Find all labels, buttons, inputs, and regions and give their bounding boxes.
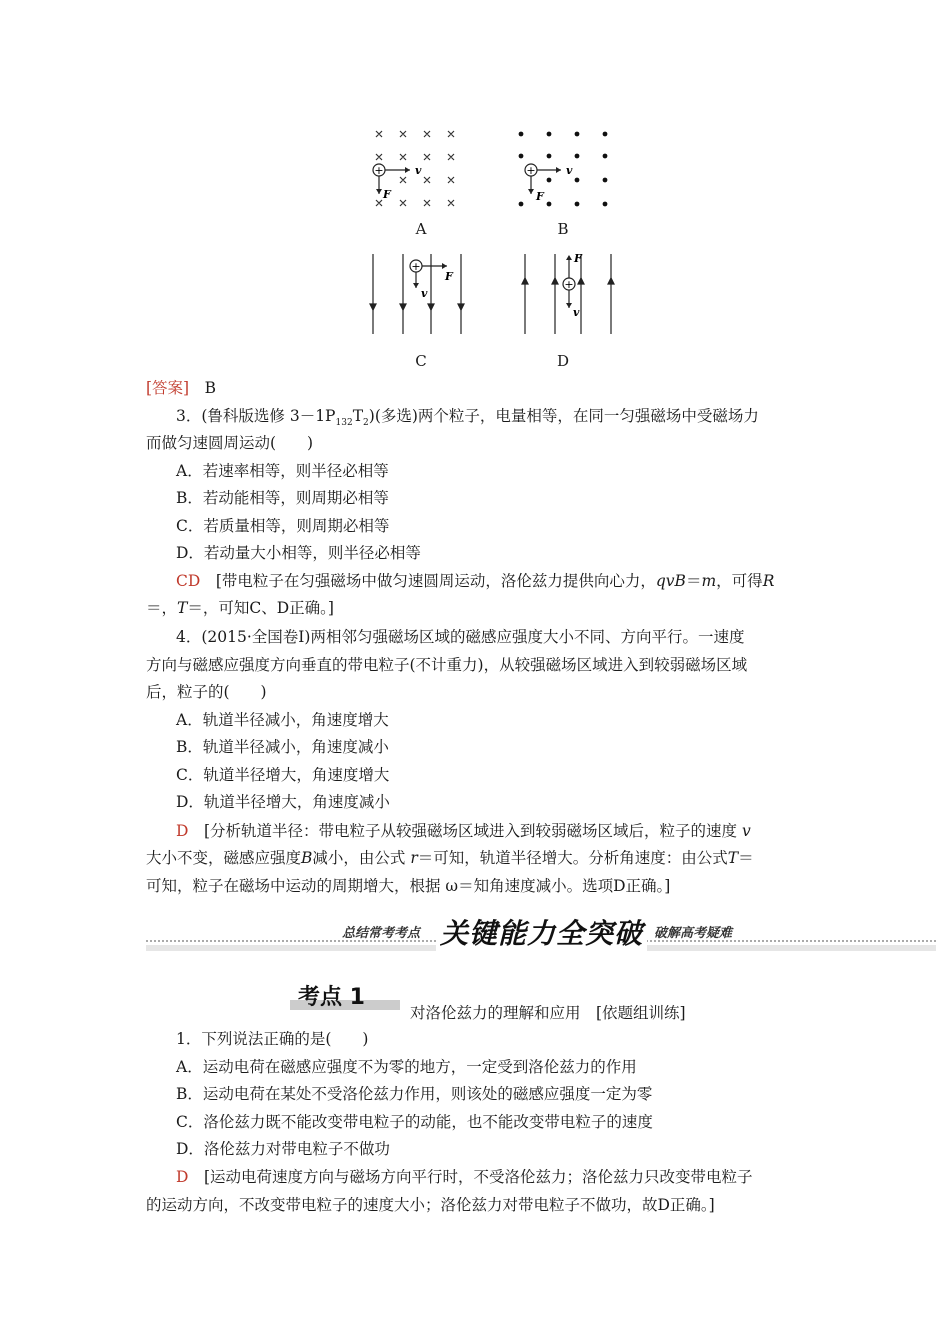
- q3-option-d: D．若动量大小相等，则半径必相等: [176, 544, 421, 562]
- force-label: F: [536, 190, 544, 203]
- k1-explanation-line1: D [运动电荷速度方向与磁场方向平行时，不受洛伦兹力；洛伦兹力只改变带电粒子: [176, 1168, 753, 1186]
- k1-option-b: B．运动电荷在某处不受洛伦兹力作用，则该处的磁感应强度一定为零: [176, 1085, 653, 1103]
- force-label: F: [383, 188, 391, 201]
- figure-b-label: B: [557, 220, 569, 238]
- force-label: F: [445, 270, 453, 283]
- charge-sign: +: [526, 164, 536, 177]
- velocity-label: v: [415, 164, 422, 177]
- q3-option-a: A．若速率相等，则半径必相等: [176, 462, 389, 480]
- kaodian-subtitle: 对洛伦兹力的理解和应用 [依题组训练]: [410, 1004, 686, 1022]
- q4-stem-line1: 4．(2015·全国卷Ⅰ)两相邻匀强磁场区域的磁感应强度大小不同、方向平行。一速度: [176, 628, 745, 646]
- k1-option-d: D．洛伦兹力对带电粒子不做功: [176, 1140, 390, 1158]
- q3-answer: CD: [176, 572, 201, 590]
- figure-b-diagram: [505, 124, 625, 214]
- figure-a-label: A: [415, 220, 427, 238]
- banner-left-text: 总结常考考点: [342, 926, 421, 941]
- q4-option-a: A．轨道半径减小，角速度增大: [176, 711, 389, 729]
- q4-option-d: D．轨道半径增大，角速度减小: [176, 793, 390, 811]
- q3-explanation-line1: CD [带电粒子在匀强磁场中做匀速圆周运动，洛伦兹力提供向心力，qvB＝m，可得R: [176, 572, 775, 590]
- figure-c-label: C: [415, 352, 427, 370]
- q3-explanation-line2: ＝，T＝，可知C、D正确。]: [146, 599, 334, 617]
- q4-stem-line2: 方向与磁感应强度方向垂直的带电粒子(不计重力)，从较强磁场区域进入到较弱磁场区域: [146, 656, 748, 674]
- k1-explanation-line2: 的运动方向，不改变带电粒子的速度大小；洛伦兹力对带电粒子不做功，故D正确。]: [146, 1196, 715, 1214]
- k1-option-a: A．运动电荷在磁感应强度不为零的地方，一定受到洛伦兹力的作用: [176, 1058, 637, 1076]
- velocity-label: v: [421, 287, 428, 300]
- q4-option-c: C．轨道半径增大，角速度增大: [176, 766, 390, 784]
- q3-stem-line1: 3．(鲁科版选修 $3-1P_{132}T_2$)(多选)两个粒子，电量相等，在同一匀强磁场中受磁场力: [176, 407, 759, 429]
- kaodian-heading: [290, 982, 400, 1012]
- k1-option-c: C．洛伦兹力既不能改变带电粒子的动能，也不能改变带电粒子的速度: [176, 1113, 653, 1131]
- q3-option-c: C．若质量相等，则周期必相等: [176, 517, 390, 535]
- kaodian-title: 考点 1: [298, 985, 365, 1010]
- banner-title: 关键能力全突破: [436, 912, 647, 952]
- q4-explanation-line2: 大小不变，磁感应强度B减小，由公式 r＝可知，轨道半径增大。分析角速度：由公式T＝: [146, 849, 754, 867]
- figure-d-label: D: [556, 352, 570, 370]
- force-label: F: [574, 252, 582, 265]
- k1-stem: 1．下列说法正确的是( ): [176, 1030, 369, 1048]
- velocity-label: v: [566, 164, 573, 177]
- q4-stem-line3: 后，粒子的( ): [146, 683, 267, 701]
- banner-right-text: 破解高考疑难: [654, 926, 733, 941]
- figure-a-diagram: [362, 124, 472, 214]
- q3-stem-line2: 而做匀速圆周运动( ): [146, 434, 314, 452]
- charge-sign: +: [411, 260, 421, 273]
- charge-sign: +: [564, 278, 574, 291]
- q4-option-b: B．轨道半径减小，角速度减小: [176, 738, 389, 756]
- q3-option-b: B．若动能相等，则周期必相等: [176, 489, 389, 507]
- figure-d-diagram: [515, 250, 625, 340]
- section-banner: [146, 914, 936, 954]
- q4-explanation-line3: 可知，粒子在磁场中运动的周期增大，根据 ω＝知角速度减小。选项D正确。]: [146, 877, 671, 895]
- charge-sign: +: [374, 164, 384, 177]
- k1-answer: D: [176, 1168, 189, 1186]
- answer-value: B: [204, 379, 217, 397]
- answer-tag: [答案]: [146, 379, 190, 397]
- q4-explanation-line1: D [分析轨道半径：带电粒子从较强磁场区域进入到较弱磁场区域后，粒子的速度 v: [176, 822, 751, 840]
- q4-answer: D: [176, 822, 189, 840]
- field-lines-upward: [522, 254, 614, 334]
- velocity-label: v: [573, 306, 580, 319]
- previous-answer: [146, 378, 216, 398]
- figure-c-diagram: [365, 250, 475, 340]
